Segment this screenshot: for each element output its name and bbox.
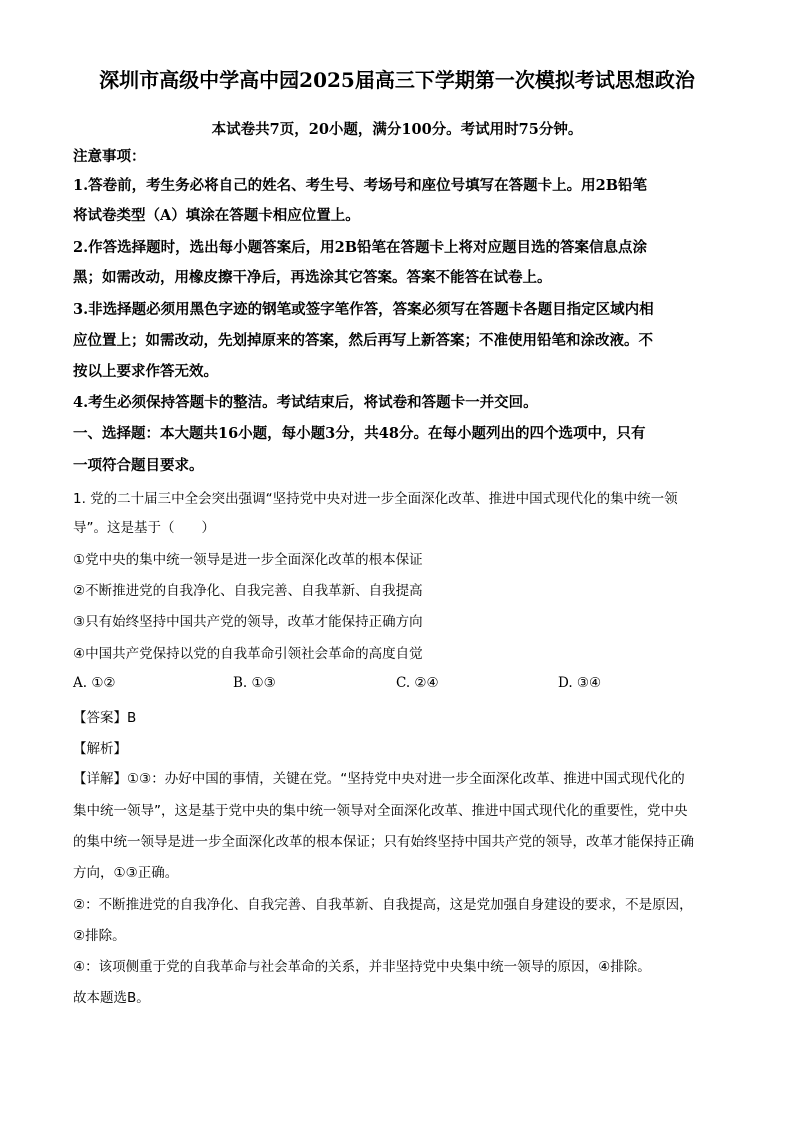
question-1-stem-line-2: 导”。这是基于（ ） [73, 520, 215, 536]
notice-1-line-2: 将试卷类型（A）填涂在答题卡相应位置上。 [73, 207, 360, 224]
analysis-label: 【解析】 [73, 741, 127, 757]
detail-line-7: ④：该项侧重于党的自我革命与社会革命的关系，并非坚持党中央集中统一领导的原因，④排除。 [73, 959, 651, 975]
option-d: D. ③④ [558, 675, 602, 691]
question-1-stem-line-1: 1. 党的二十届三中全会突出强调“坚持党中央对进一步全面深化改革、推进中国式现代化的集中统一领 [73, 491, 678, 507]
exam-info: 本试卷共7页，20小题，满分100分。考试用时75分钟。 [211, 121, 583, 138]
statement-1: ①党中央的集中统一领导是进一步全面深化改革的根本保证 [73, 552, 423, 568]
detail-line-1: 【详解】①③：办好中国的事情，关键在党。“坚持党中央对进一步全面深化改革、推进中国式现代化的 [73, 771, 685, 787]
statement-2: ②不断推进党的自我净化、自我完善、自我革新、自我提高 [73, 583, 423, 599]
statement-3: ③只有始终坚持中国共产党的领导，改革才能保持正确方向 [73, 614, 423, 630]
notice-3-line-1: 3.非选择题必须用黑色字迹的钢笔或签字笔作答，答案必须写在答题卡各题目指定区域内相 [73, 301, 654, 318]
notice-2-line-2: 黑；如需改动，用橡皮擦干净后，再选涂其它答案。答案不能答在试卷上。 [73, 269, 552, 286]
statement-4: ④中国共产党保持以党的自我革命引领社会革命的高度自觉 [73, 646, 423, 662]
notice-1-line-1: 1.答卷前，考生务必将自己的姓名、考生号、考场号和座位号填写在答题卡上。用2B铅笔 [73, 177, 647, 194]
option-a: A. ①② [73, 675, 116, 691]
detail-line-6: ②排除。 [73, 928, 126, 944]
detail-line-3: 的集中统一领导是进一步全面深化改革的根本保证；只有始终坚持中国共产党的领导，改革才能保持正确 [73, 834, 694, 850]
answer-label: 【答案】B [73, 710, 137, 726]
page-title: 深圳市高级中学高中园2025届高三下学期第一次模拟考试思想政治 [99, 68, 695, 92]
detail-line-2: 集中统一领导”，这是基于党中央的集中统一领导对全面深化改革、推进中国式现代化的重要性，党中央 [73, 803, 688, 819]
notice-4-line-1: 4.考生必须保持答题卡的整洁。考试结束后，将试卷和答题卡一并交回。 [73, 394, 538, 411]
option-b: B. ①③ [233, 675, 276, 691]
notice-2-line-1: 2.作答选择题时，选出每小题答案后，用2B铅笔在答题卡上将对应题目选的答案信息点涂 [73, 239, 647, 256]
detail-line-4: 方向，①③正确。 [73, 865, 179, 881]
notice-3-line-3: 按以上要求作答无效。 [73, 363, 218, 380]
detail-line-8: 故本题选B。 [73, 990, 150, 1006]
detail-line-5: ②：不断推进党的自我净化、自我完善、自我革新、自我提高，这是党加强自身建设的要求，不是原因， [73, 897, 693, 913]
option-c: C. ②④ [396, 675, 439, 691]
notice-3-line-2: 应位置上；如需改动，先划掉原来的答案，然后再写上新答案；不准使用铅笔和涂改液。不 [73, 332, 653, 349]
section-heading-line-1: 一、选择题：本大题共16小题，每小题3分，共48分。在每小题列出的四个选项中，只有 [73, 425, 646, 442]
notice-heading: 注意事项： [73, 148, 146, 165]
section-heading-line-2: 一项符合题目要求。 [73, 457, 204, 474]
